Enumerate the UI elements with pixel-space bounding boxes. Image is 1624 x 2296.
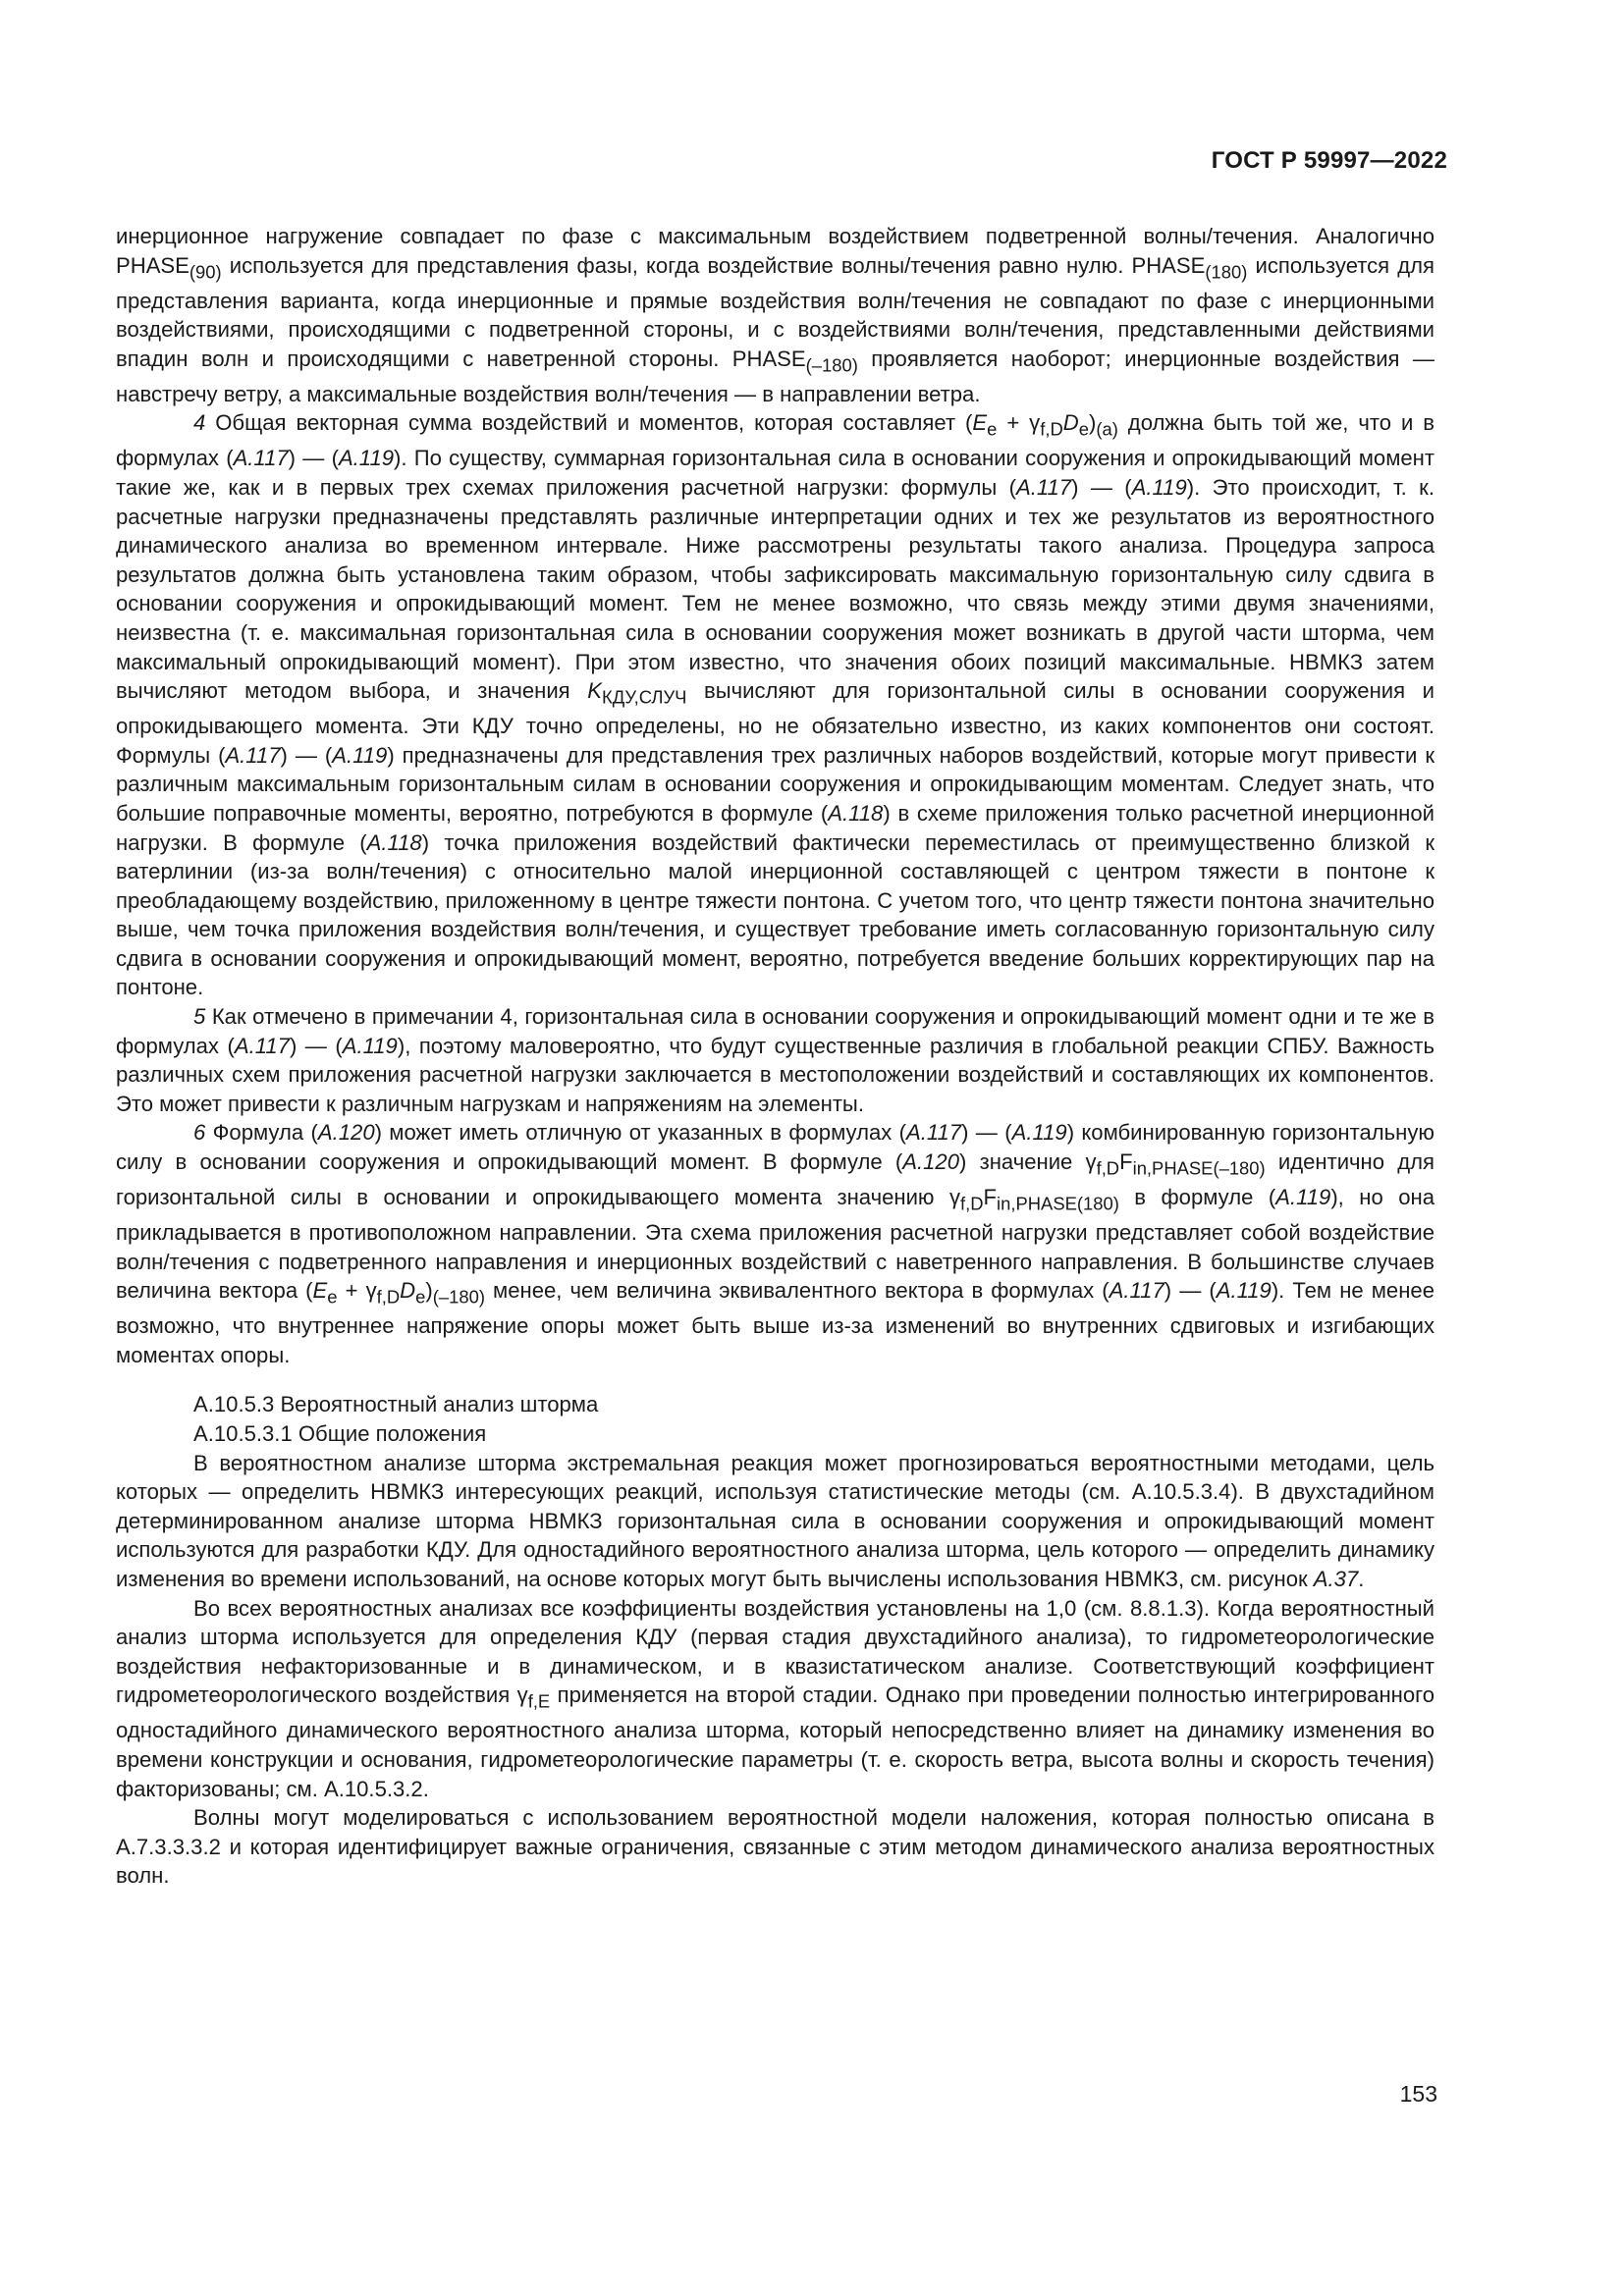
paragraph-p5: А.10.5.3 Вероятностный анализ шторма	[193, 1392, 599, 1417]
standard-designation: ГОСТ Р 59997—2022	[1211, 147, 1447, 174]
paragraph-p7: В вероятностном анализе шторма экстремальная реакция может прогнозироваться вероятностными методами, цель которых — определить НВМКЗ интересующих реакций, используя статистические методы (см. А.10.5.3.4). В двухстадийном детерминированном анализе шторма НВМКЗ горизонтальная сила в основании сооружения и опрокидывающий момент используются для разработки КДУ. Для одностадийного вероятностного анализа шторма, цель которого — определить динамику изменения во времени использований, на основе которых могут быть вычислены использования НВМКЗ, см. рисунок А.37.	[116, 1450, 1435, 1591]
body-text	[116, 222, 1435, 1891]
paragraph-p9: Волны могут моделироваться с использованием вероятностной модели наложения, которая полностью описана в А.7.3.3.3.2 и которая идентифицирует важные ограничения, связанные с этим методом динамического анализа вероятностных волн.	[116, 1805, 1435, 1889]
paragraph-p4: 6 Формула (A.120) может иметь отличную от указанных в формулах (A.117) — (A.119) комбинированную горизонтальную силу в основании сооружения и опрокидывающий момент. В формуле (A.120) значение $\gamma_{f,D}F_{in,PHASE(-180)}$ идентично для горизонтальной силы в основании и опрокидывающего момента значению $\gamma_{f,D}F_{in,PHASE(180)}$ в формуле (A.119), но она прикладывается в противоположном направлении. Эта схема приложения расчетной нагрузки представляет собой воздействие волн/течения с подветренного направления и инерционных воздействий с наветренного направления. В большинстве случаев величина вектора $(E_e + \gamma_{f,D}D_e)_{(-180)}$ менее, чем величина эквивалентного вектора в формулах (A.117) — (A.119). Тем не менее возможно, что внутреннее напряжение опоры может быть выше из-за изменений во внутренних сдвиговых и изгибающих моментах опоры.	[116, 1120, 1435, 1367]
paragraph-spacer	[116, 1369, 1435, 1390]
paragraph-p1: инерционное нагружение совпадает по фазе с максимальным воздействием подветренной волны/течения. Аналогично $PHASE_{(90)}$ используется для представления фазы, когда воздействие волны/течения равно нулю. $PHASE_{(180)}$ используется для представления варианта, когда инерционные и прямые воздействия волн/течения не совпадают по фазе с инерционными воздействиями, происходящими с подветренной стороны, и с воздействиями волн/течения, представленными действиями впадин волн и происходящими с наветренной стороны. $PHASE_{(-180)}$ проявляется наоборот; инерционные воздействия — навстречу ветру, а максимальные воздействия волн/течения — в направлении ветра.	[116, 224, 1435, 406]
paragraph-p3: 5 Как отмечено в примечании 4, горизонтальная сила в основании сооружения и опрокидывающий момент одни и те же в формулах (A.117) — (A.119), поэтому маловероятно, что будут существенные различия в глобальной реакции СПБУ. Важность различных схем приложения расчетной нагрузки заключается в местоположении воздействий и составляющих их компонентов. Это может привести к различным нагрузкам и напряжениям на элементы.	[116, 1004, 1435, 1116]
paragraph-p2: 4 Общая векторная сумма воздействий и моментов, которая составляет $(E_e + \gamma_{f,D}D_e)_{(a)}$ должна быть той же, что и в формулах (A.117) — (A.119). По существу, суммарная горизонтальная сила в основании сооружения и опрокидывающий момент такие же, как и в первых трех схемах приложения расчетной нагрузки: формулы (A.117) — (A.119). Это происходит, т. к. расчетные нагрузки предназначены представлять различные интерпретации одних и тех же результатов из вероятностного динамического анализа во временном интервале. Ниже рассмотрены результаты такого анализа. Процедура запроса результатов должна быть установлена таким образом, чтобы зафиксировать максимальную горизонтальную силу сдвига в основании сооружения и опрокидывающий момент. Тем не менее возможно, что связь между этими двумя значениями, неизвестна (т. е. максимальная горизонтальная сила в основании сооружения может возникать в другой части шторма, чем максимальный опрокидывающий момент). При этом известно, что значения обоих позиций максимальные. НВМКЗ затем вычисляют методом выбора, и значения $K_{КДУ,СЛУЧ}$ вычисляют для горизонтальной силы в основании сооружения и опрокидывающего момента. Эти КДУ точно определены, но не обязательно известно, из каких компонентов они состоят. Формулы (A.117) — (A.119) предназначены для представления трех различных наборов воздействий, которые могут привести к различным максимальным горизонтальным силам в основании сооружения и опрокидывающим моментам. Следует знать, что большие поправочные моменты, вероятно, потребуются в формуле (A.118) в схеме приложения только расчетной инерционной нагрузки. В формуле (A.118) точка приложения воздействий фактически переместилась от преимущественно близкой к ватерлинии (из-за волн/течения) с относительно малой инерционной составляющей с центром тяжести в понтоне к преобладающему воздействию, приложенному в центре тяжести понтона. С учетом того, что центр тяжести понтона значительно выше, чем точка приложения воздействия волн/течения, и существует требование иметь согласованную горизонтальную силу сдвига в основании сооружения и опрокидывающий момент, вероятно, потребуется введение больших корректирующих пар на понтоне.	[116, 410, 1435, 1000]
paragraph-p8: Во всех вероятностных анализах все коэффициенты воздействия установлены на 1,0 (см. 8.8.1.3). Когда вероятностный анализ шторма используется для определения КДУ (первая стадия двухстадийного анализа), то гидрометеорологические воздействия нефакторизованные и в динамическом, и в квазистатическом анализе. Соответствующий коэффициент гидрометеорологического воздействия $\gamma_{f,E}$ применяется на второй стадии. Однако при проведении полностью интегрированного одностадийного динамического вероятностного анализа шторма, который непосредственно влияет на динамику изменения во времени конструкции и основания, гидрометеорологические параметры (т. е. скорость ветра, высота волны и скорость течения) факторизованы; см. А.10.5.3.2.	[116, 1595, 1435, 1801]
paragraph-p6: А.10.5.3.1 Общие положения	[193, 1421, 487, 1446]
page-number: 153	[1399, 2081, 1437, 2107]
